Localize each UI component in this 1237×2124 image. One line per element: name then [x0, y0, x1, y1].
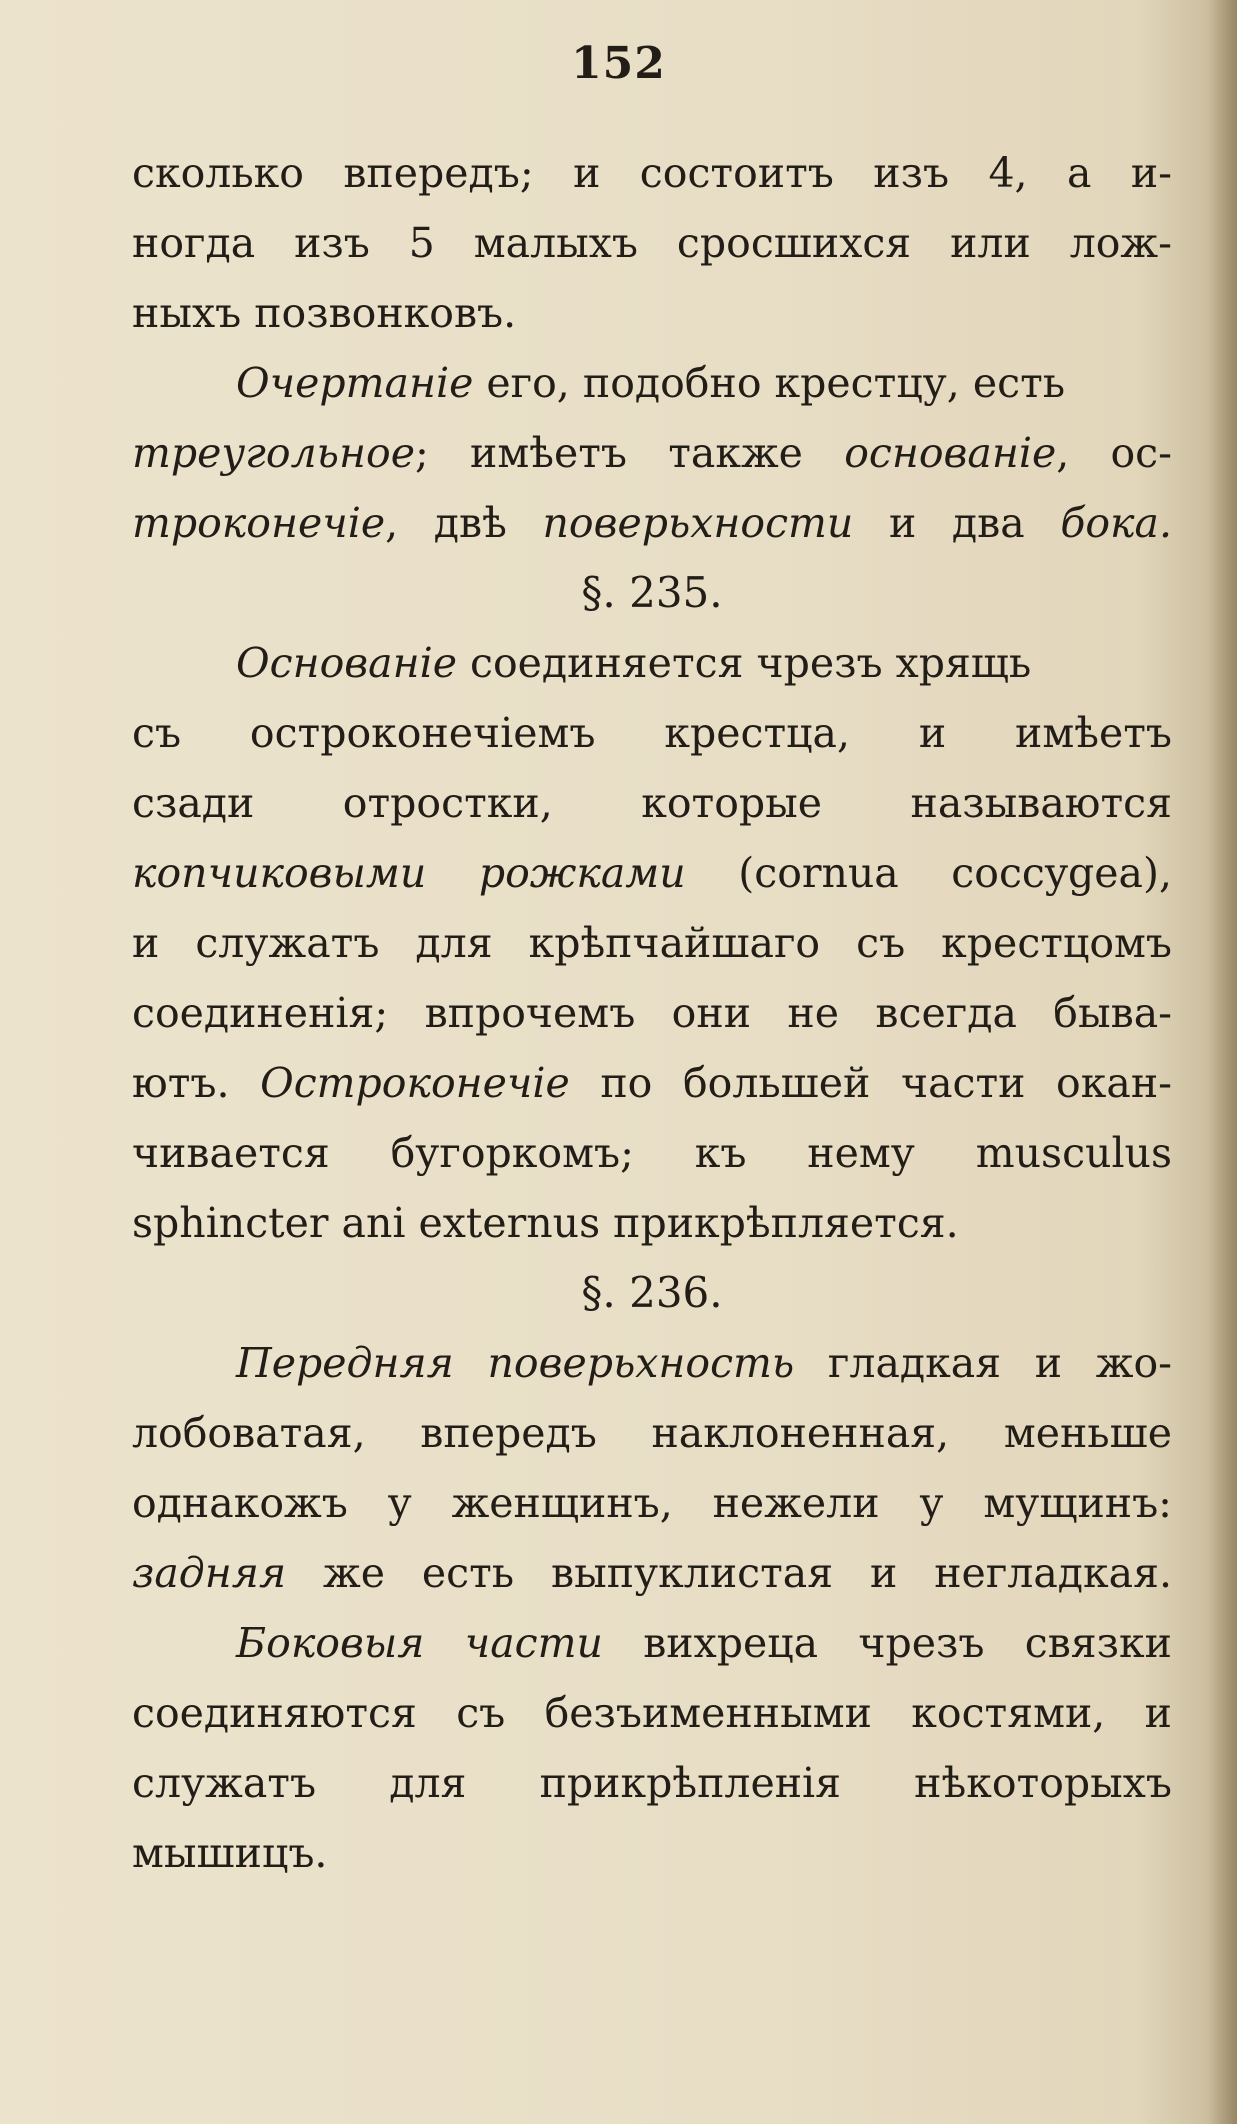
- text-segment: и служатъ для крѣпчайшаго съ крестцомъ: [132, 919, 1172, 967]
- text-segment: соединяются съ безъименными костями, и: [132, 1689, 1172, 1737]
- page-edge-shadow: [1209, 0, 1237, 2124]
- text-line: [132, 488, 1172, 558]
- text-line: [132, 1188, 1172, 1258]
- italic-term: задняя: [132, 1549, 287, 1597]
- italic-term: основаніе: [844, 429, 1057, 477]
- page-text-block: [132, 138, 1172, 1888]
- text-segment: съ остроконечіемъ крестца, и имѣетъ: [132, 709, 1172, 757]
- text-segment: (cornua coccygea),: [685, 849, 1172, 897]
- text-line: [132, 208, 1172, 278]
- text-line: [132, 978, 1172, 1048]
- text-segment: лобоватая, впередъ наклоненная, меньше: [132, 1409, 1172, 1457]
- text-segment: §. 236.: [581, 1268, 723, 1317]
- text-segment: соединяется чрезъ хрящь: [456, 639, 1032, 687]
- text-segment: сзади отростки, которые называются: [132, 779, 1172, 827]
- text-segment: чивается бугоркомъ; къ нему musculus: [132, 1129, 1172, 1177]
- italic-term: бока.: [1060, 499, 1172, 547]
- italic-term: Остроконечіе: [260, 1059, 570, 1107]
- text-line: [132, 1748, 1172, 1818]
- text-segment: ; имѣетъ также: [414, 429, 845, 477]
- italic-term: Боковыя части: [236, 1619, 603, 1667]
- text-segment: соединенія; впрочемъ они не всегда быва-: [132, 989, 1172, 1037]
- section-heading: [132, 1258, 1172, 1328]
- text-line: [132, 1538, 1172, 1608]
- text-segment: мышицъ.: [132, 1829, 328, 1877]
- text-line: [132, 698, 1172, 768]
- text-line: [132, 278, 1172, 348]
- section-heading: [132, 558, 1172, 628]
- text-segment: его, подобно крестцу, есть: [473, 359, 1066, 407]
- text-line: [132, 138, 1172, 208]
- text-line: [132, 1048, 1172, 1118]
- text-segment: и два: [853, 499, 1061, 547]
- text-line: [132, 1398, 1172, 1468]
- italic-term: копчиковыми рожками: [132, 849, 686, 897]
- text-line: [132, 1608, 1172, 1678]
- italic-term: поверьхности: [542, 499, 854, 547]
- text-segment: , ос-: [1056, 429, 1172, 477]
- italic-term: Передняя поверьхность: [236, 1339, 795, 1387]
- text-segment: ногда изъ 5 малыхъ сросшихся или лож-: [132, 219, 1172, 267]
- italic-term: Основаніе: [236, 639, 457, 687]
- text-segment: , двѣ: [385, 499, 543, 547]
- text-line: [132, 908, 1172, 978]
- italic-term: треугольное: [132, 429, 415, 477]
- text-segment: однакожъ у женщинъ, нежели у мущинъ:: [132, 1479, 1172, 1527]
- text-segment: §. 235.: [581, 568, 723, 617]
- text-segment: по большей части окан-: [569, 1059, 1172, 1107]
- text-line: [132, 348, 1172, 418]
- text-segment: сколько впередъ; и состоитъ изъ 4, а и-: [132, 149, 1172, 197]
- text-line: [132, 768, 1172, 838]
- italic-term: Очертаніе: [236, 359, 474, 407]
- page-number: 152: [571, 38, 666, 89]
- text-line: [132, 628, 1172, 698]
- text-segment: вихреца чрезъ связки: [602, 1619, 1172, 1667]
- text-line: [132, 1118, 1172, 1188]
- text-segment: ныхъ позвонковъ.: [132, 289, 517, 337]
- text-segment: гладкая и жо-: [794, 1339, 1172, 1387]
- text-segment: же есть выпуклистая и негладкая.: [286, 1549, 1172, 1597]
- text-segment: sphincter ani externus прикрѣпляется.: [132, 1199, 959, 1247]
- italic-term: троконечіе: [132, 499, 386, 547]
- text-segment: ютъ.: [132, 1059, 261, 1107]
- text-segment: служатъ для прикрѣпленія нѣкоторыхъ: [132, 1759, 1172, 1807]
- text-line: [132, 1328, 1172, 1398]
- text-line: [132, 1678, 1172, 1748]
- text-line: [132, 418, 1172, 488]
- text-line: [132, 1468, 1172, 1538]
- text-line: [132, 1818, 1172, 1888]
- text-line: [132, 838, 1172, 908]
